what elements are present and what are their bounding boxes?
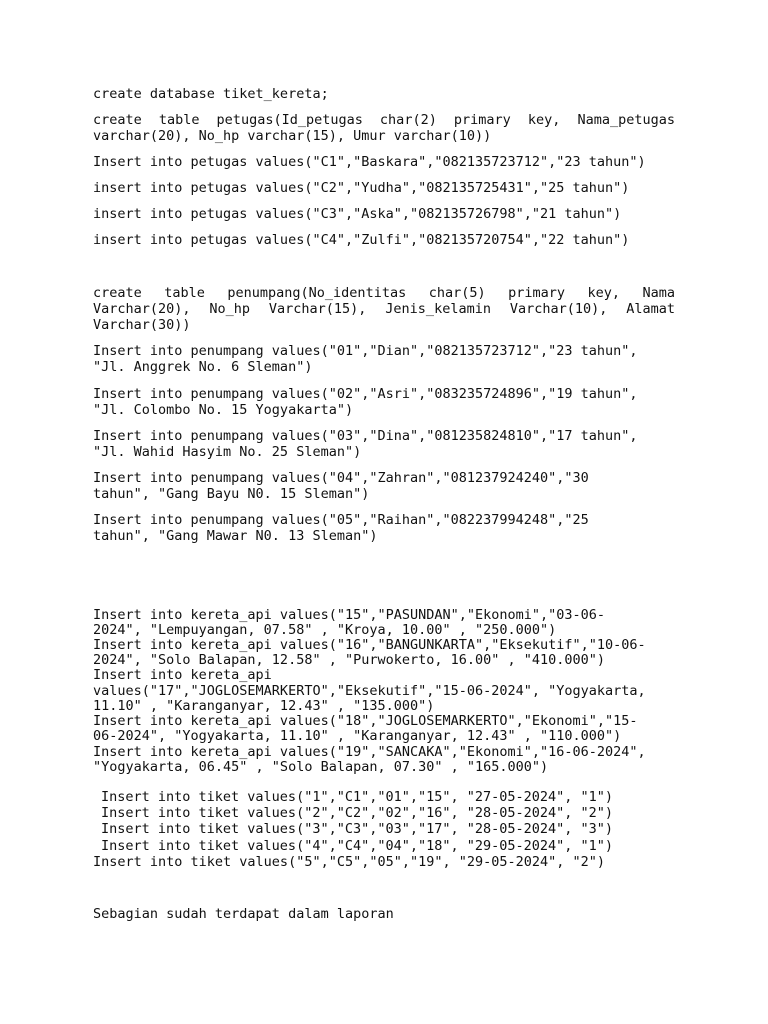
insert-tiket-line: Insert into tiket values("2","C2","02","16", "28-05-2024", "2") bbox=[101, 805, 614, 821]
insert-petugas-line: insert into petugas values("C3","Aska","082135726798","21 tahun") bbox=[93, 206, 622, 222]
insert-penumpang: Insert into penumpang values("03","Dina","081235824810","17 tahun", "Jl. Wahid Hasyim No. 25 Sleman") bbox=[93, 428, 638, 460]
insert-penumpang: Insert into penumpang values("05","Raihan","082237994248","25 tahun", "Gang Mawar N0. 13 Sleman") bbox=[93, 512, 589, 544]
insert-kereta-line: Insert into kereta_api values("19","SANCAKA","Ekonomi","16-06-2024", bbox=[93, 744, 646, 760]
footer-note: Sebagian sudah terdapat dalam laporan bbox=[93, 906, 394, 922]
insert-kereta-line: 11.10" , "Karanganyar, 12.43" , "135.000") bbox=[93, 698, 435, 714]
insert-kereta-line: 06-2024", "Yogyakarta, 11.10" , "Karanganyar, 12.43" , "110.000") bbox=[93, 728, 622, 744]
insert-kereta-line: Insert into kereta_api values("16","BANGUNKARTA","Eksekutif","10-06- bbox=[93, 637, 646, 653]
create-table-penumpang: create table penumpang(No_identitas char(5) primary key, Nama Varchar(20), No_hp Varchar(15), Jenis_kelamin Varchar(10), Alamat Varchar(30)) bbox=[93, 285, 675, 333]
insert-tiket-line: Insert into tiket values("1","C1","01","15", "27-05-2024", "1") bbox=[101, 789, 614, 805]
insert-kereta-line: Insert into kereta_api bbox=[93, 667, 272, 683]
insert-kereta-line: 2024", "Solo Balapan, 12.58" , "Purwokerto, 16.00" , "410.000") bbox=[93, 652, 606, 668]
insert-penumpang: Insert into penumpang values("01","Dian","082135723712","23 tahun", "Jl. Anggrek No. 6 Sleman") bbox=[93, 343, 638, 375]
insert-petugas-line: insert into petugas values("C4","Zulfi","082135720754","22 tahun") bbox=[93, 232, 630, 248]
insert-tiket-line: Insert into tiket values("5","C5","05","19", "29-05-2024", "2") bbox=[93, 854, 606, 870]
insert-kereta-line: 2024", "Lempuyangan, 07.58" , "Kroya, 10.00" , "250.000") bbox=[93, 622, 557, 638]
insert-petugas-line: insert into petugas values("C2","Yudha","082135725431","25 tahun") bbox=[93, 180, 630, 196]
create-table-petugas: create table petugas(Id_petugas char(2) primary key, Nama_petugas varchar(20), No_hp varchar(15), Umur varchar(10)) bbox=[93, 112, 675, 144]
insert-kereta-line: Insert into kereta_api values("18","JOGLOSEMARKERTO","Ekonomi","15- bbox=[93, 713, 638, 729]
create-database-line: create database tiket_kereta; bbox=[93, 86, 329, 102]
insert-tiket-line: Insert into tiket values("3","C3","03","17", "28-05-2024", "3") bbox=[101, 821, 614, 837]
insert-kereta-line: Insert into kereta_api values("15","PASUNDAN","Ekonomi","03-06- bbox=[93, 607, 606, 623]
insert-tiket-line: Insert into tiket values("4","C4","04","18", "29-05-2024", "1") bbox=[101, 838, 614, 854]
insert-penumpang: Insert into penumpang values("02","Asri","083235724896","19 tahun", "Jl. Colombo No. 15 Yogyakarta") bbox=[93, 386, 638, 418]
insert-petugas-line: Insert into petugas values("C1","Baskara","082135723712","23 tahun") bbox=[93, 154, 646, 170]
insert-kereta-line: "Yogyakarta, 06.45" , "Solo Balapan, 07.30" , "165.000") bbox=[93, 759, 549, 775]
insert-kereta-line: values("17","JOGLOSEMARKERTO","Eksekutif","15-06-2024", "Yogyakarta, bbox=[93, 683, 646, 699]
insert-penumpang: Insert into penumpang values("04","Zahran","081237924240","30 tahun", "Gang Bayu N0. 15 Sleman") bbox=[93, 470, 589, 502]
